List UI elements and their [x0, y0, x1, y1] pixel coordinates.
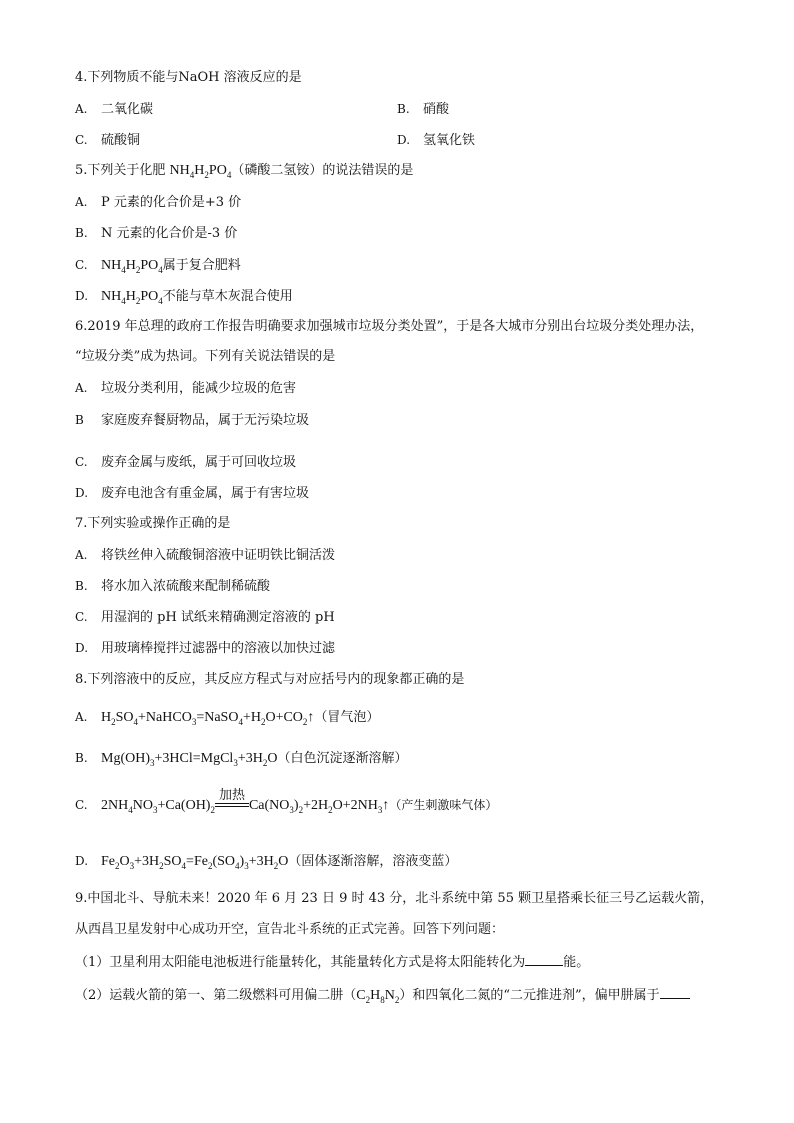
- option-text: P 元素的化合价是+3 价: [101, 195, 242, 210]
- q8-option-d[interactable]: [75, 852, 457, 871]
- option-text: 用玻璃棒搅拌过滤器中的溶液以加快过滤: [101, 641, 336, 656]
- option-label: D.: [75, 641, 89, 655]
- q6-option-b[interactable]: [75, 411, 309, 430]
- option-label: B.: [397, 102, 410, 116]
- option-label: B: [75, 413, 84, 427]
- q4-option-c[interactable]: [75, 131, 140, 150]
- q9-part1: （1）卫星利用太阳能电池板进行能量转化，其能量转化方式是将太阳能转化为 能。: [75, 955, 590, 970]
- formula-nh4h2po4: $NH_4H_2PO_4$: [101, 289, 163, 306]
- q7-option-d[interactable]: [75, 639, 335, 658]
- option-text: 硫酸铜: [101, 133, 141, 148]
- option-text: 将水加入浓硫酸来配制稀硫酸: [101, 579, 271, 594]
- option-label: A.: [75, 195, 88, 209]
- q7-option-a[interactable]: [75, 546, 335, 565]
- q9-stem-line2: 从西昌卫星发射中心成功开空，宣告北斗系统的正式完善。回答下列问题：: [75, 922, 505, 937]
- q5-stem: 5.下列关于化肥 $NH_4H_2PO_4$（磷酸二氢铵）的说法错误的是: [75, 163, 414, 180]
- option-label: C.: [75, 798, 88, 812]
- option-text: 将铁丝伸入硫酸铜溶液中证明铁比铜活泼: [101, 548, 336, 563]
- option-text: 氢氧化铁: [423, 133, 476, 148]
- equation-d: $Fe_2O_3+3H_2SO_4=Fe_2(SO_4)_3+3H_2O$: [101, 854, 289, 871]
- option-label: A.: [75, 381, 88, 395]
- answer-blank[interactable]: [660, 986, 690, 999]
- option-label: A.: [75, 710, 88, 724]
- option-text: 废弃金属与废纸，属于可回收垃圾: [101, 455, 297, 470]
- option-text: 二氧化碳: [101, 102, 154, 117]
- option-label: A.: [75, 548, 88, 562]
- option-note: （冒气泡）: [314, 710, 380, 725]
- option-label: B.: [75, 226, 88, 240]
- q6-option-d[interactable]: [75, 484, 309, 503]
- option-text: 垃圾分类利用，能减少垃圾的危害: [101, 381, 297, 396]
- option-text: 家庭废弃餐厨物品，属于无污染垃圾: [101, 413, 310, 428]
- option-label: C.: [75, 610, 88, 624]
- option-text: 不能与草木灰混合使用: [162, 289, 293, 304]
- formula-nh4h2po4: $NH_4H_2PO_4$: [169, 163, 232, 180]
- option-label: C.: [75, 133, 88, 147]
- option-label: D.: [397, 133, 411, 147]
- option-text: 废弃电池含有重金属，属于有害垃圾: [101, 486, 310, 501]
- q8-option-b[interactable]: [75, 749, 407, 768]
- q4-stem: 4.下列物质不能与NaOH 溶液反应的是: [75, 70, 302, 85]
- equation-c: $2NH_4NO_3+Ca(OH)_2$: [101, 798, 215, 815]
- option-text: 硝酸: [423, 102, 450, 117]
- q4-option-a[interactable]: [75, 100, 153, 119]
- q5-option-b[interactable]: [75, 224, 237, 243]
- q7-option-b[interactable]: [75, 577, 270, 596]
- equation-b: $Mg(OH)_3+3HCl=MgCl_3+3H_2O$: [101, 751, 278, 768]
- equation-a: $H_2SO_4+NaHCO_3=NaSO_4+H_2O+CO_2↑$: [101, 710, 315, 727]
- q9-stem-line1: 9.中国北斗、导航未来！2020 年 6 月 23 日 9 时 43 分，北斗系统中第 55 颗卫星搭乘长征三号乙运载火箭，: [75, 891, 714, 906]
- option-label: A.: [75, 102, 88, 116]
- q4-option-d[interactable]: [397, 131, 475, 150]
- q4-option-b[interactable]: [397, 100, 449, 119]
- option-label: D.: [75, 486, 89, 500]
- option-note: （产生刺激味气体）: [389, 798, 498, 812]
- q5-option-d[interactable]: [75, 287, 293, 306]
- option-note: （固体逐渐溶解，溶液变蓝）: [288, 854, 458, 869]
- equation-c-products: $Ca(NO_3)_2+2H_2O+2NH_3↑$: [248, 798, 390, 815]
- option-text: N 元素的化合价是-3 价: [101, 226, 238, 241]
- formula-c2h8n2: $C_2H_8N_2$: [356, 988, 400, 1005]
- answer-blank[interactable]: [525, 953, 563, 966]
- q6-option-c[interactable]: [75, 453, 296, 472]
- option-label: C.: [75, 258, 88, 272]
- q8-option-a[interactable]: [75, 708, 379, 727]
- q8-option-c[interactable]: [75, 787, 498, 815]
- option-label: B.: [75, 579, 88, 593]
- q6-stem-line2: “垃圾分类”成为热词。下列有关说法错误的是: [75, 349, 336, 364]
- q7-option-c[interactable]: [75, 608, 335, 627]
- q5-option-c[interactable]: [75, 256, 241, 275]
- q8-stem: 8.下列溶液中的反应，其反应方程式与对应括号内的现象都正确的是: [75, 672, 465, 687]
- option-label: C.: [75, 455, 88, 469]
- q5-option-a[interactable]: [75, 193, 241, 212]
- formula-nh4h2po4: $NH_4H_2PO_4$: [101, 258, 163, 275]
- option-text: 属于复合肥料: [162, 258, 241, 273]
- q9-part2: （2）运载火箭的第一、第二级燃料可用偏二肼$(C_2H_8N_2)$和四氧化二氮的“二元推进剂”，偏甲肼属于: [75, 986, 690, 1005]
- q6-stem-line1: 6.2019 年总理的政府工作报告明确要求加强城市垃圾分类处置”，于是各大城市分别出台垃圾分类处理办法，: [75, 319, 704, 334]
- option-label: D.: [75, 289, 89, 303]
- option-note: （白色沉淀逐渐溶解）: [277, 751, 408, 766]
- q6-option-a[interactable]: [75, 379, 296, 398]
- option-label: B.: [75, 751, 88, 765]
- option-label: D.: [75, 854, 89, 868]
- reaction-condition: 加热: [215, 789, 249, 807]
- option-text: 用湿润的 pH 试纸来精确测定溶液的 pH: [101, 610, 335, 625]
- q7-stem: 7.下列实验或操作正确的是: [75, 516, 231, 531]
